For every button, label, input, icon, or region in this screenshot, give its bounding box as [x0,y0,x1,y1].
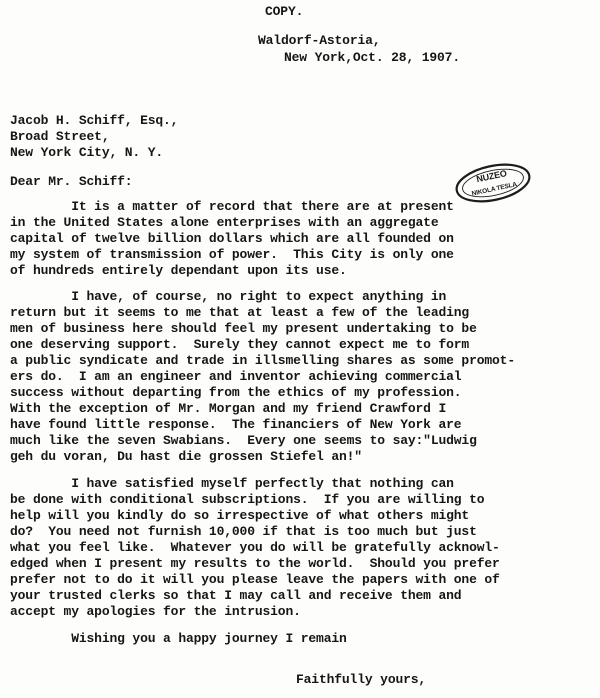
paragraph-2-line-2: return but it seems to me that at least a few of the leading [10,305,470,320]
paragraph-3-line-8: your trusted clerks so that I may call and receive them and [10,588,462,603]
paragraph-3-line-4: do? You need not furnish 10,000 if that is too much but just [10,524,477,539]
paragraph-2-line-4: one deserving support. Surely they cannot expect me to form [10,337,470,352]
recipient-name: Jacob H. Schiff, Esq., [10,113,179,128]
salutation: Dear Mr. Schiff: [10,174,133,189]
paragraph-2-line-7: success without departing from the ethics of my profession. [10,385,462,400]
paragraph-2-line-1: I have, of course, no right to expect anything in [10,289,447,304]
closing-signoff: Faithfully yours, [296,672,427,687]
paragraph-2-line-10: much like the seven Swabians. Every one seems to say:"Ludwig [10,433,477,448]
paragraph-3-line-2: be done with conditional subscriptions. If you are willing to [10,492,485,507]
letter-date: New York,Oct. 28, 1907. [284,50,460,65]
paragraph-1-line-5: of hundreds entirely dependant upon its use. [10,263,347,278]
stamp-top-text: NUZEO [475,168,508,185]
paragraph-2-line-3: men of business here should feel my present undertaking to be [10,321,477,336]
paragraph-1-line-4: my system of transmission of power. This City is only one [10,247,454,262]
paragraph-1-line-1: It is a matter of record that there are at present [10,199,454,214]
paragraph-1-line-2: in the United States alone enterprises with an aggregate [10,215,439,230]
paragraph-3-line-1: I have satisfied myself perfectly that nothing can [10,476,454,491]
nuzeo-stamp [450,154,537,212]
copy-label: COPY. [265,4,304,19]
recipient-street: Broad Street, [10,129,110,144]
paragraph-1-line-3: capital of twelve billion dollars which are all founded on [10,231,454,246]
paragraph-3-line-7: prefer not to do it will you please leave the papers with one of [10,572,500,587]
paragraph-2-line-8: With the exception of Mr. Morgan and my friend Crawford I [10,401,447,416]
paragraph-3-line-6: edged when I present my results to the world. Should you prefer [10,556,500,571]
paragraph-2-line-9: have found little response. The financiers of New York are [10,417,462,432]
closing-wish: Wishing you a happy journey I remain [10,631,347,646]
paragraph-2-line-5: a public syndicate and trade in illsmelling shares as some promot- [10,353,515,368]
letter-location: Waldorf-Astoria, [258,33,381,48]
paragraph-3-line-3: help will you kindly do so irrespective of what others might [10,508,470,523]
stamp-bottom-text: NIKOLA TESLA [471,181,518,198]
paragraph-2-line-11: geh du voran, Du hast die grossen Stiefel an!" [10,449,362,464]
paragraph-3-line-5: what you feel like. Whatever you do will be gratefully acknowl- [10,540,500,555]
paragraph-2-line-6: ers do. I am an engineer and inventor achieving commercial [10,369,462,384]
recipient-city: New York City, N. Y. [10,145,164,160]
paragraph-3-line-9: accept my apologies for the intrusion. [10,604,301,619]
